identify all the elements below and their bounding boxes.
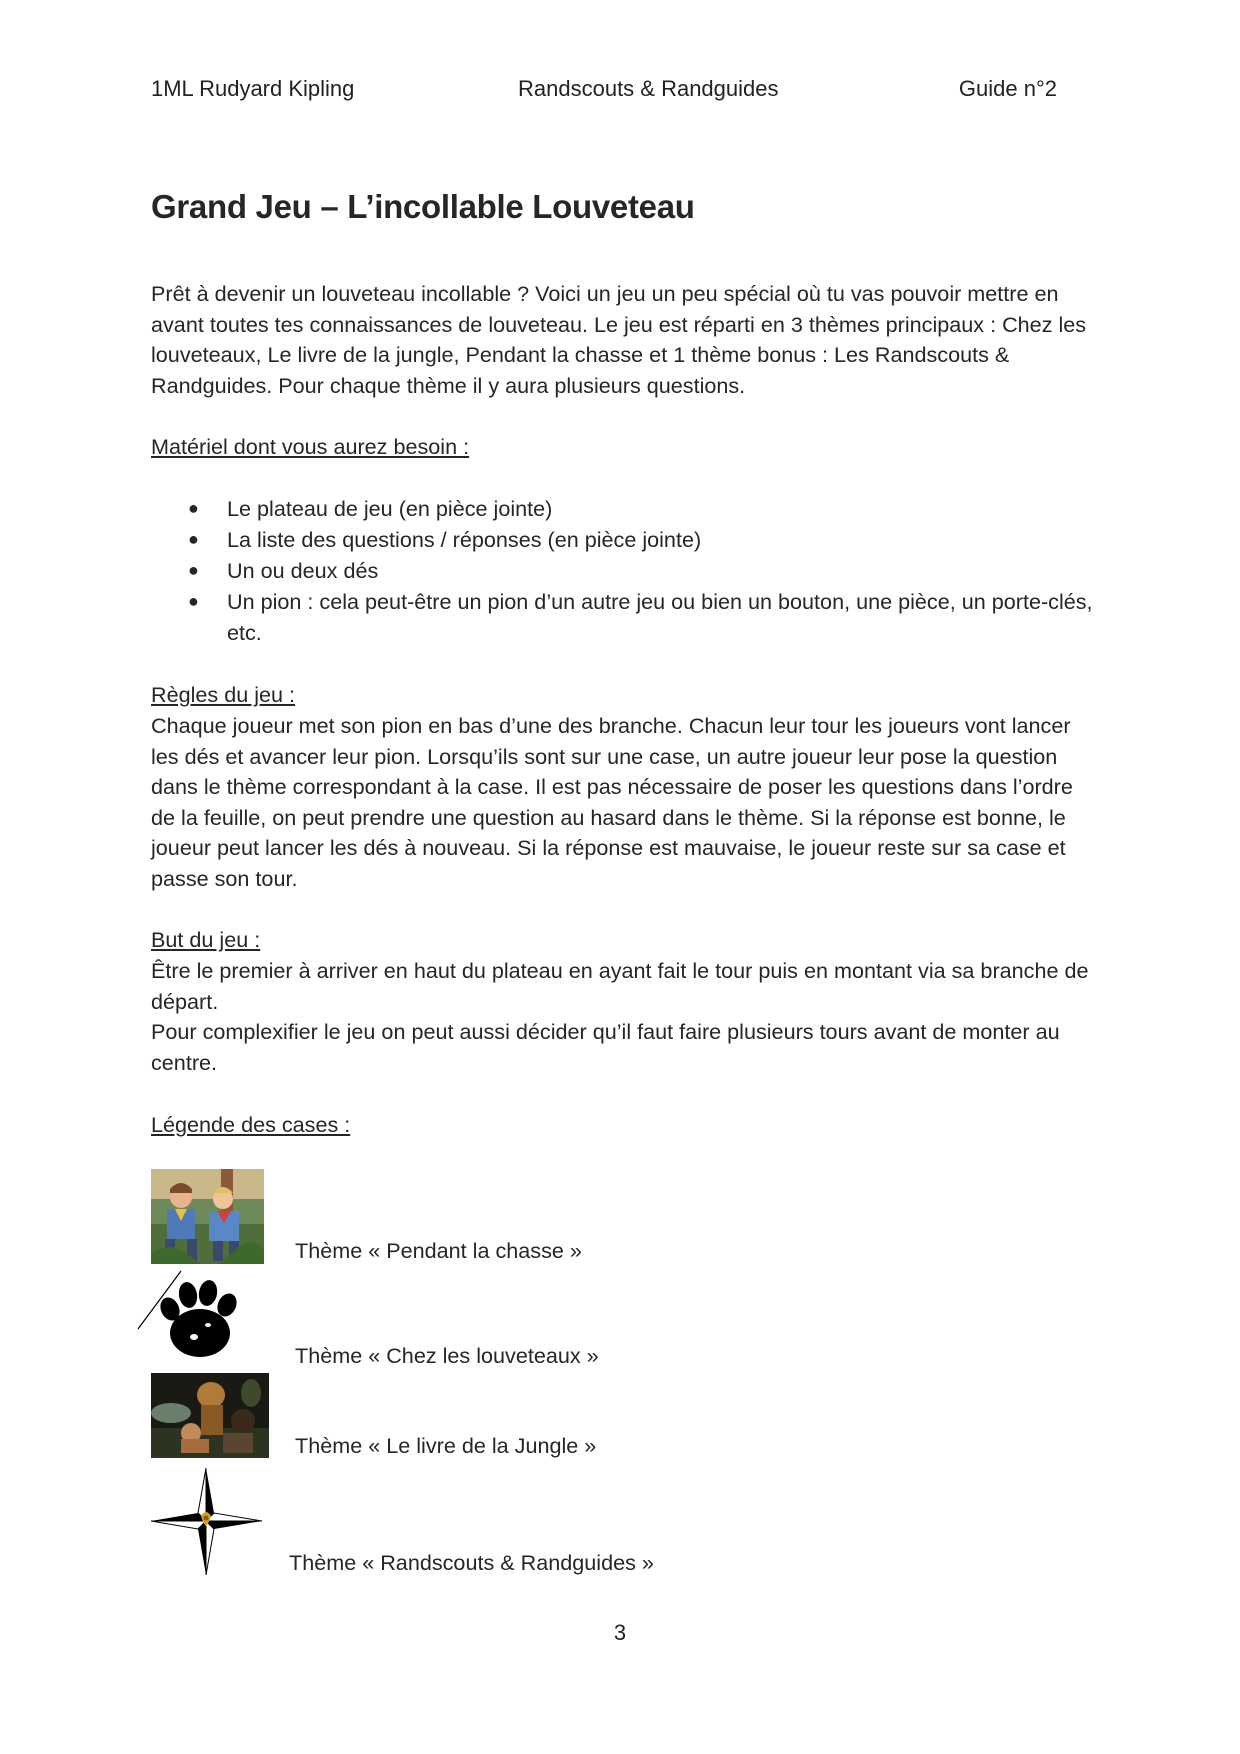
list-item-text: Un pion : cela peut-être un pion d’un autre jeu ou bien un bouton, une pièce, un porte-clés, etc.: [227, 589, 1093, 645]
bullet-icon: ●: [188, 529, 199, 549]
but-line-1: Être le premier à arriver en haut du plateau en ayant fait le tour puis en montant via sa branche de départ.: [151, 958, 1089, 1014]
list-item: [151, 586, 1096, 648]
list-item-text: Un ou deux dés: [227, 558, 379, 583]
bullet-icon: ●: [188, 498, 199, 518]
header-center: Randscouts & Randguides: [518, 76, 779, 101]
paw-print-icon: [136, 1267, 242, 1365]
legend-label-louveteaux: Thème « Chez les louveteaux »: [295, 1343, 599, 1368]
legende-heading: Légende des cases :: [151, 1112, 351, 1137]
page-header: [151, 76, 1057, 106]
jungle-book-illustration-icon: [151, 1373, 269, 1458]
list-item-text: Le plateau de jeu (en pièce jointe): [227, 496, 553, 521]
but-paragraph: [151, 956, 1094, 1078]
legend-label-randscouts: Thème « Randscouts & Randguides »: [289, 1550, 654, 1575]
header-right: Guide n°2: [958, 76, 1057, 101]
list-item: [151, 555, 1096, 586]
legend-label-chasse: Thème « Pendant la chasse »: [295, 1238, 582, 1263]
bullet-icon: ●: [188, 591, 199, 611]
legend-label-jungle: Thème « Le livre de la Jungle »: [295, 1433, 597, 1458]
materiel-heading: Matériel dont vous aurez besoin :: [151, 434, 470, 459]
page-number: 3: [613, 1620, 627, 1645]
intro-paragraph: Prêt à devenir un louveteau incollable ? Voici un jeu un peu spécial où tu vas pouvoir mettre en avant toutes tes connaissances de louveteau. Le jeu est réparti en 3 thèmes principaux : Chez les louveteaux, Le livre de la jungle, Pendant la chasse et 1 thème bonus : Les Randscouts & Randguides. Pour chaque thème il y aura plusieurs questions.: [151, 281, 1087, 398]
compass-star-icon: [151, 1468, 262, 1575]
regles-heading: Règles du jeu :: [151, 682, 296, 707]
but-line-2: Pour complexifier le jeu on peut aussi décider qu’il faut faire plusieurs tours avant de monter au centre.: [151, 1019, 1060, 1075]
page-title: Grand Jeu – L’incollable Louveteau: [151, 188, 695, 225]
materiel-list: [151, 493, 1096, 648]
list-item: [151, 493, 1096, 524]
list-item: [151, 524, 1096, 555]
header-left: 1ML Rudyard Kipling: [151, 76, 355, 101]
scouts-illustration-icon: [151, 1169, 264, 1264]
regles-paragraph: Chaque joueur met son pion en bas d’une des branche. Chacun leur tour les joueurs vont lancer les dés et avancer leur pion. Lorsqu’ils sont sur une case, un autre joueur leur pose la question dans le thème correspondant à la case. Il est pas nécessaire de poser les questions dans l’ordre de la feuille, on peut prendre une question au hasard dans le thème. Si la réponse est bonne, le joueur peut lancer les dés à nouveau. Si la réponse est mauvaise, le joueur reste sur sa case et passe son tour.: [151, 713, 1073, 891]
list-item-text: La liste des questions / réponses (en pièce jointe): [227, 527, 702, 552]
but-heading: But du jeu :: [151, 927, 261, 952]
bullet-icon: ●: [188, 560, 199, 580]
